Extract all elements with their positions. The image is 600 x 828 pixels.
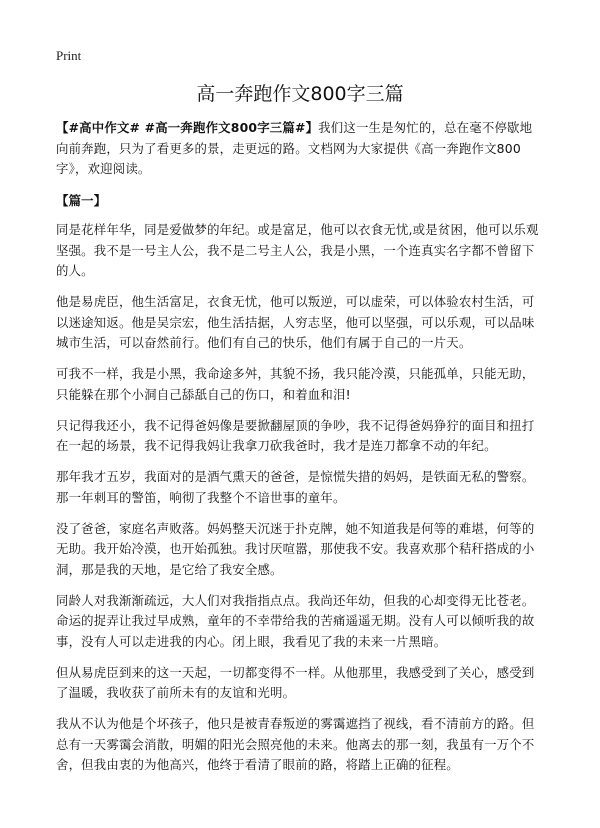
article-body (56, 118, 544, 786)
paragraph: 那年我才五岁，我面对的是酒气熏天的爸爸，是惊慌失措的妈妈，是铁面无私的警察。那一年刺耳的警笛，响彻了我整个不谙世事的童年。 (56, 469, 535, 505)
paragraph: 他是易虎臣，他生活富足，衣食无忧，他可以叛逆，可以虚荣，可以体验农村生活，可以迷途知返。他是吴宗宏，他生活拮据，人穷志坚，他可以坚强，可以乐观，可以品味城市生活，可以奋然前行。他们有自己的快乐，他们有属于自己的一片天。 (56, 294, 535, 350)
paragraph: 可我不一样，我是小黑，我命途多舛，其貌不扬，我只能冷漠，只能孤单，只能无助，只能躲在那个小洞自己舔舐自己的伤口，和着血和泪! (56, 366, 535, 402)
print-link[interactable]: Print (56, 48, 82, 63)
section-heading: 【篇一】 (56, 192, 107, 208)
paragraph: 但从易虎臣到来的这一天起，一切都变得不一样。从他那里，我感受到了关心，感受到了温暖，我收获了前所未有的友谊和光明。 (56, 664, 535, 700)
intro-tags: 【#高中作文# #高一奔跑作文800字三篇#】 (56, 120, 319, 135)
document-title: 高一奔跑作文800字三篇 (196, 83, 404, 105)
paragraph: 我从不认为他是个坏孩子，他只是被青春叛逆的雾霭遮挡了视线，看不清前方的路。但总有一天雾霭会消散，明媚的阳光会照亮他的未来。他离去的那一刻，我虽有一万个不舍，但我由衷的为他高兴，他终于看清了眼前的路，将踏上正确的征程。 (56, 716, 535, 772)
intro-paragraph (56, 118, 544, 180)
paragraph: 没了爸爸，家庭名声败落。妈妈整天沉迷于扑克牌，她不知道我是何等的难堪，何等的无助。我开始冷漠，也开始孤独。我讨厌喧嚣，那使我不安。我喜欢那个秸秆搭成的小洞，那是我的天地，是它给了我安全感。 (56, 520, 535, 577)
paragraph: 只记得我还小，我不记得爸妈像是要掀翻屋顶的争吵，我不记得爸妈狰狞的面目和扭打在一起的场景，我不记得我妈让我拿刀砍我爸时，我才是连刀都拿不动的年纪。 (56, 417, 535, 453)
paragraph: 同龄人对我渐渐疏远，大人们对我指指点点。我尚还年幼，但我的心却变得无比苍老。命运的捉弄让我过早成熟，童年的不幸带给我的苦痛遥遥无期。没有人可以倾听我的故事，没有人可以走进我的内心。闭上眼，我看见了我的未来一片黑暗。 (56, 592, 535, 649)
paragraph: 同是花样年华，同是爱做梦的年纪。或是富足，他可以衣食无忧,或是贫困，他可以乐观坚强。我不是一号主人公，我不是二号主人公，我是小黑，一个连真实名字都不曾留下的人。 (56, 222, 539, 278)
intro-text: 我们这一生是匆忙的，总在毫不停歇地向前奔跑，只为了看更多的景，走更远的路。文档网为大家提供《高一奔跑作文800字》，欢迎阅读。 (56, 120, 533, 176)
